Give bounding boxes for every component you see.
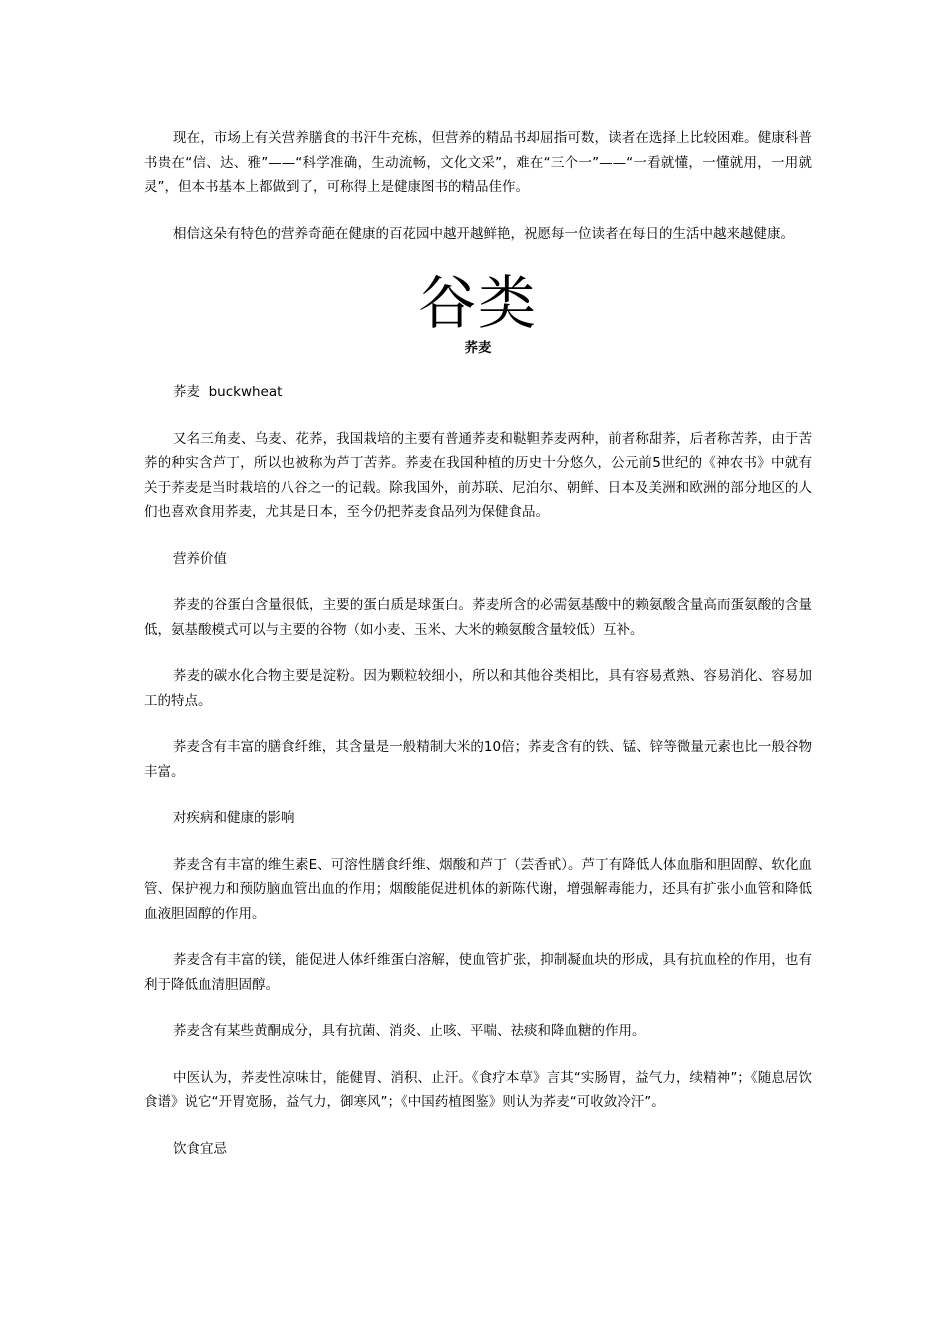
nutrition-heading: 营养价值	[173, 550, 227, 567]
chapter-title: 谷类	[417, 269, 538, 337]
chapter-subtitle: 荞麦	[464, 340, 492, 356]
health-heading: 对疾病和健康的影响	[173, 810, 295, 826]
document-page	[144, 126, 812, 1183]
section-name-line: 荞麦 buckwheat	[173, 384, 283, 400]
nutrition-paragraph-3: 荞麦含有丰富的膳食纤维，其含量是一般精制大米的10倍；荞麦含有的铁、锰、锌等微量元素也比一般谷物丰富。	[144, 739, 812, 780]
diet-heading: 饮食宜忌	[173, 1140, 227, 1157]
health-paragraph-3: 荞麦含有某些黄酮成分，具有抗菌、消炎、止咳、平喘、祛痰和降血糖的作用。	[173, 1023, 646, 1039]
intro-paragraph-2: 相信这朵有特色的营养奇葩在健康的百花园中越开越鲜艳，祝愿每一位读者在每日的生活中越来越健康。	[173, 225, 794, 242]
health-paragraph-2: 荞麦含有丰富的镁，能促进人体纤维蛋白溶解，使血管扩张，抑制凝血块的形成，具有抗血栓的作用，也有利于降低血清胆固醇。	[144, 952, 812, 993]
health-paragraph-1: 荞麦含有丰富的维生素E、可溶性膳食纤维、烟酸和芦丁（芸香甙）。芦丁有降低人体血脂和胆固醇、软化血管、保护视力和预防脑血管出血的作用；烟酸能促进机体的新陈代谢，增强解毒能力，还具有扩张小血管和降低血液胆固醇的作用。	[144, 856, 812, 922]
health-paragraph-4: 中医认为，荞麦性凉味甘，能健胃、消积、止汗。《食疗本草》言其“实肠胃，益气力，续精神”；《随息居饮食谱》说它“开胃宽肠，益气力，御寒风”；《中国药植图鉴》则认为荞麦“可收敛冷汗”。	[144, 1069, 812, 1110]
intro-paragraph-1: 现在，市场上有关营养膳食的书汗牛充栋，但营养的精品书却屈指可数，读者在选择上比较困难。健康科普书贵在“信、达、雅”——“科学准确，生动流畅，文化文采”，难在“三个一”——“一看就懂，一懂就用，一用就灵”，但本书基本上都做到了，可称得上是健康图书的精品佳作。	[144, 130, 812, 195]
nutrition-paragraph-2: 荞麦的碳水化合物主要是淀粉。因为颗粒较细小，所以和其他谷类相比，具有容易煮熟、容易消化、容易加工的特点。	[144, 668, 812, 709]
nutrition-paragraph-1: 荞麦的谷蛋白含量很低，主要的蛋白质是球蛋白。荞麦所含的必需氨基酸中的赖氨酸含量高而蛋氨酸的含量低，氨基酸模式可以与主要的谷物（如小麦、玉米、大米的赖氨酸含量较低）互补。	[144, 597, 812, 638]
section-intro-paragraph: 又名三角麦、乌麦、花荞，我国栽培的主要有普通荞麦和鞑靼荞麦两种，前者称甜荞，后者称苦荞，由于苦荞的种实含芦丁，所以也被称为芦丁苦荞。荞麦在我国种植的历史十分悠久，公元前5世纪的《神农书》中就有关于荞麦是当时栽培的八谷之一的记载。除我国外，前苏联、尼泊尔、朝鲜、日本及美洲和欧洲的部分地区的人们也喜欢食用荞麦，尤其是日本，至今仍把荞麦食品列为保健食品。	[144, 430, 812, 520]
